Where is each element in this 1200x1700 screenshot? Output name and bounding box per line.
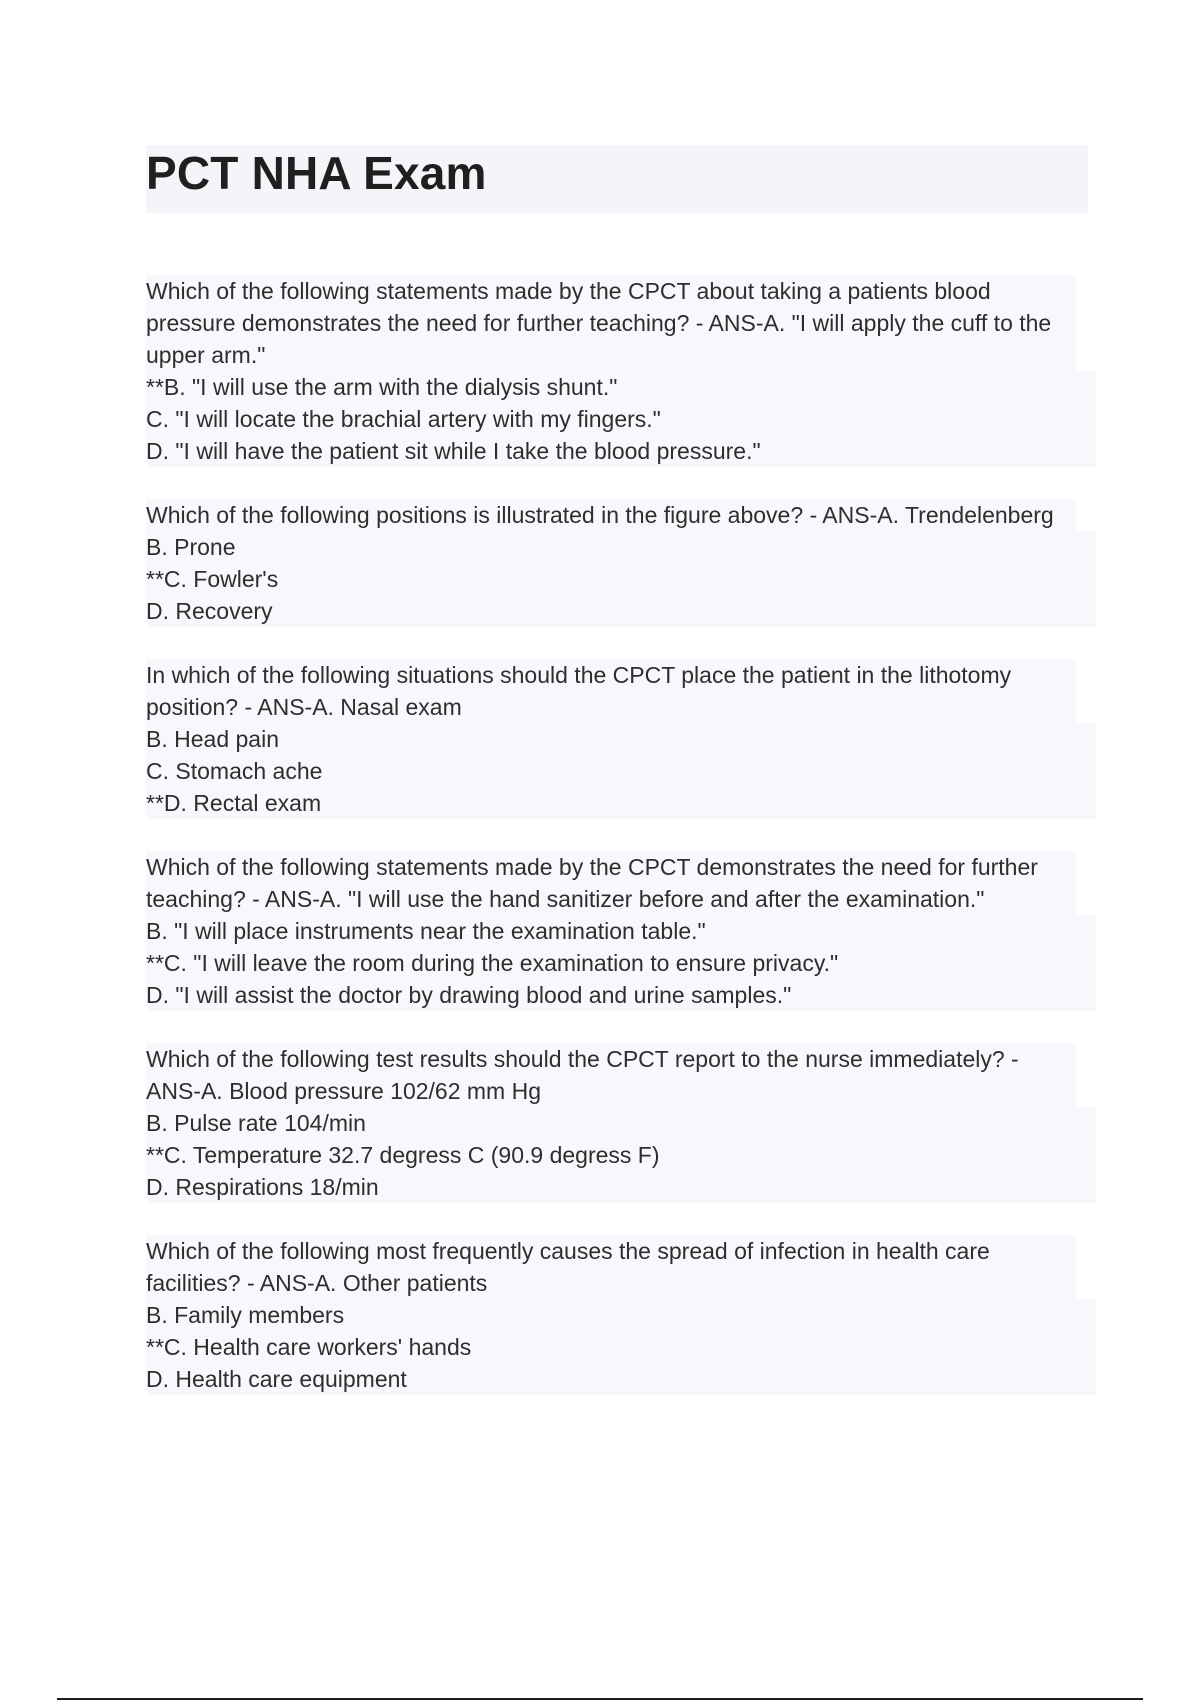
answer-option: C. Stomach ache: [146, 755, 1096, 787]
answer-option: **D. Rectal exam: [146, 787, 1096, 819]
answer-option: D. Recovery: [146, 595, 1096, 627]
question-text: Which of the following positions is illustrated in the figure above? - ANS-A. Trendelenberg: [146, 499, 1076, 531]
page-title: PCT NHA Exam: [146, 147, 487, 199]
question-block: [146, 659, 1096, 819]
question-list: [146, 275, 1096, 1427]
answer-option: **C. Temperature 32.7 degress C (90.9 degress F): [146, 1139, 1096, 1171]
question-text: Which of the following statements made by the CPCT demonstrates the need for further teaching? - ANS-A. "I will use the hand sanitizer before and after the examination.": [146, 851, 1076, 915]
answer-option: C. "I will locate the brachial artery with my fingers.": [146, 403, 1096, 435]
question-block: [146, 499, 1096, 627]
answer-option: **C. "I will leave the room during the examination to ensure privacy.": [146, 947, 1096, 979]
answer-option: B. Pulse rate 104/min: [146, 1107, 1096, 1139]
question-block: [146, 275, 1096, 467]
question-block: [146, 1235, 1096, 1395]
answer-option: D. Health care equipment: [146, 1363, 1096, 1395]
question-text: Which of the following test results should the CPCT report to the nurse immediately? - ANS-A. Blood pressure 102/62 mm Hg: [146, 1043, 1076, 1107]
question-block: [146, 1043, 1096, 1203]
answer-option: **C. Health care workers' hands: [146, 1331, 1096, 1363]
answer-option: **C. Fowler's: [146, 563, 1096, 595]
answer-option: D. "I will have the patient sit while I take the blood pressure.": [146, 435, 1096, 467]
question-text: In which of the following situations should the CPCT place the patient in the lithotomy position? - ANS-A. Nasal exam: [146, 659, 1076, 723]
answer-option: B. "I will place instruments near the examination table.": [146, 915, 1096, 947]
answer-option: B. Prone: [146, 531, 1096, 563]
answer-option: **B. "I will use the arm with the dialysis shunt.": [146, 371, 1096, 403]
question-block: [146, 851, 1096, 1011]
question-text: Which of the following statements made by the CPCT about taking a patients blood pressure demonstrates the need for further teaching? - ANS-A. "I will apply the cuff to the upper arm.": [146, 275, 1076, 371]
answer-option: B. Family members: [146, 1299, 1096, 1331]
answer-option: B. Head pain: [146, 723, 1096, 755]
answer-option: D. Respirations 18/min: [146, 1171, 1096, 1203]
answer-option: D. "I will assist the doctor by drawing blood and urine samples.": [146, 979, 1096, 1011]
question-text: Which of the following most frequently causes the spread of infection in health care facilities? - ANS-A. Other patients: [146, 1235, 1076, 1299]
